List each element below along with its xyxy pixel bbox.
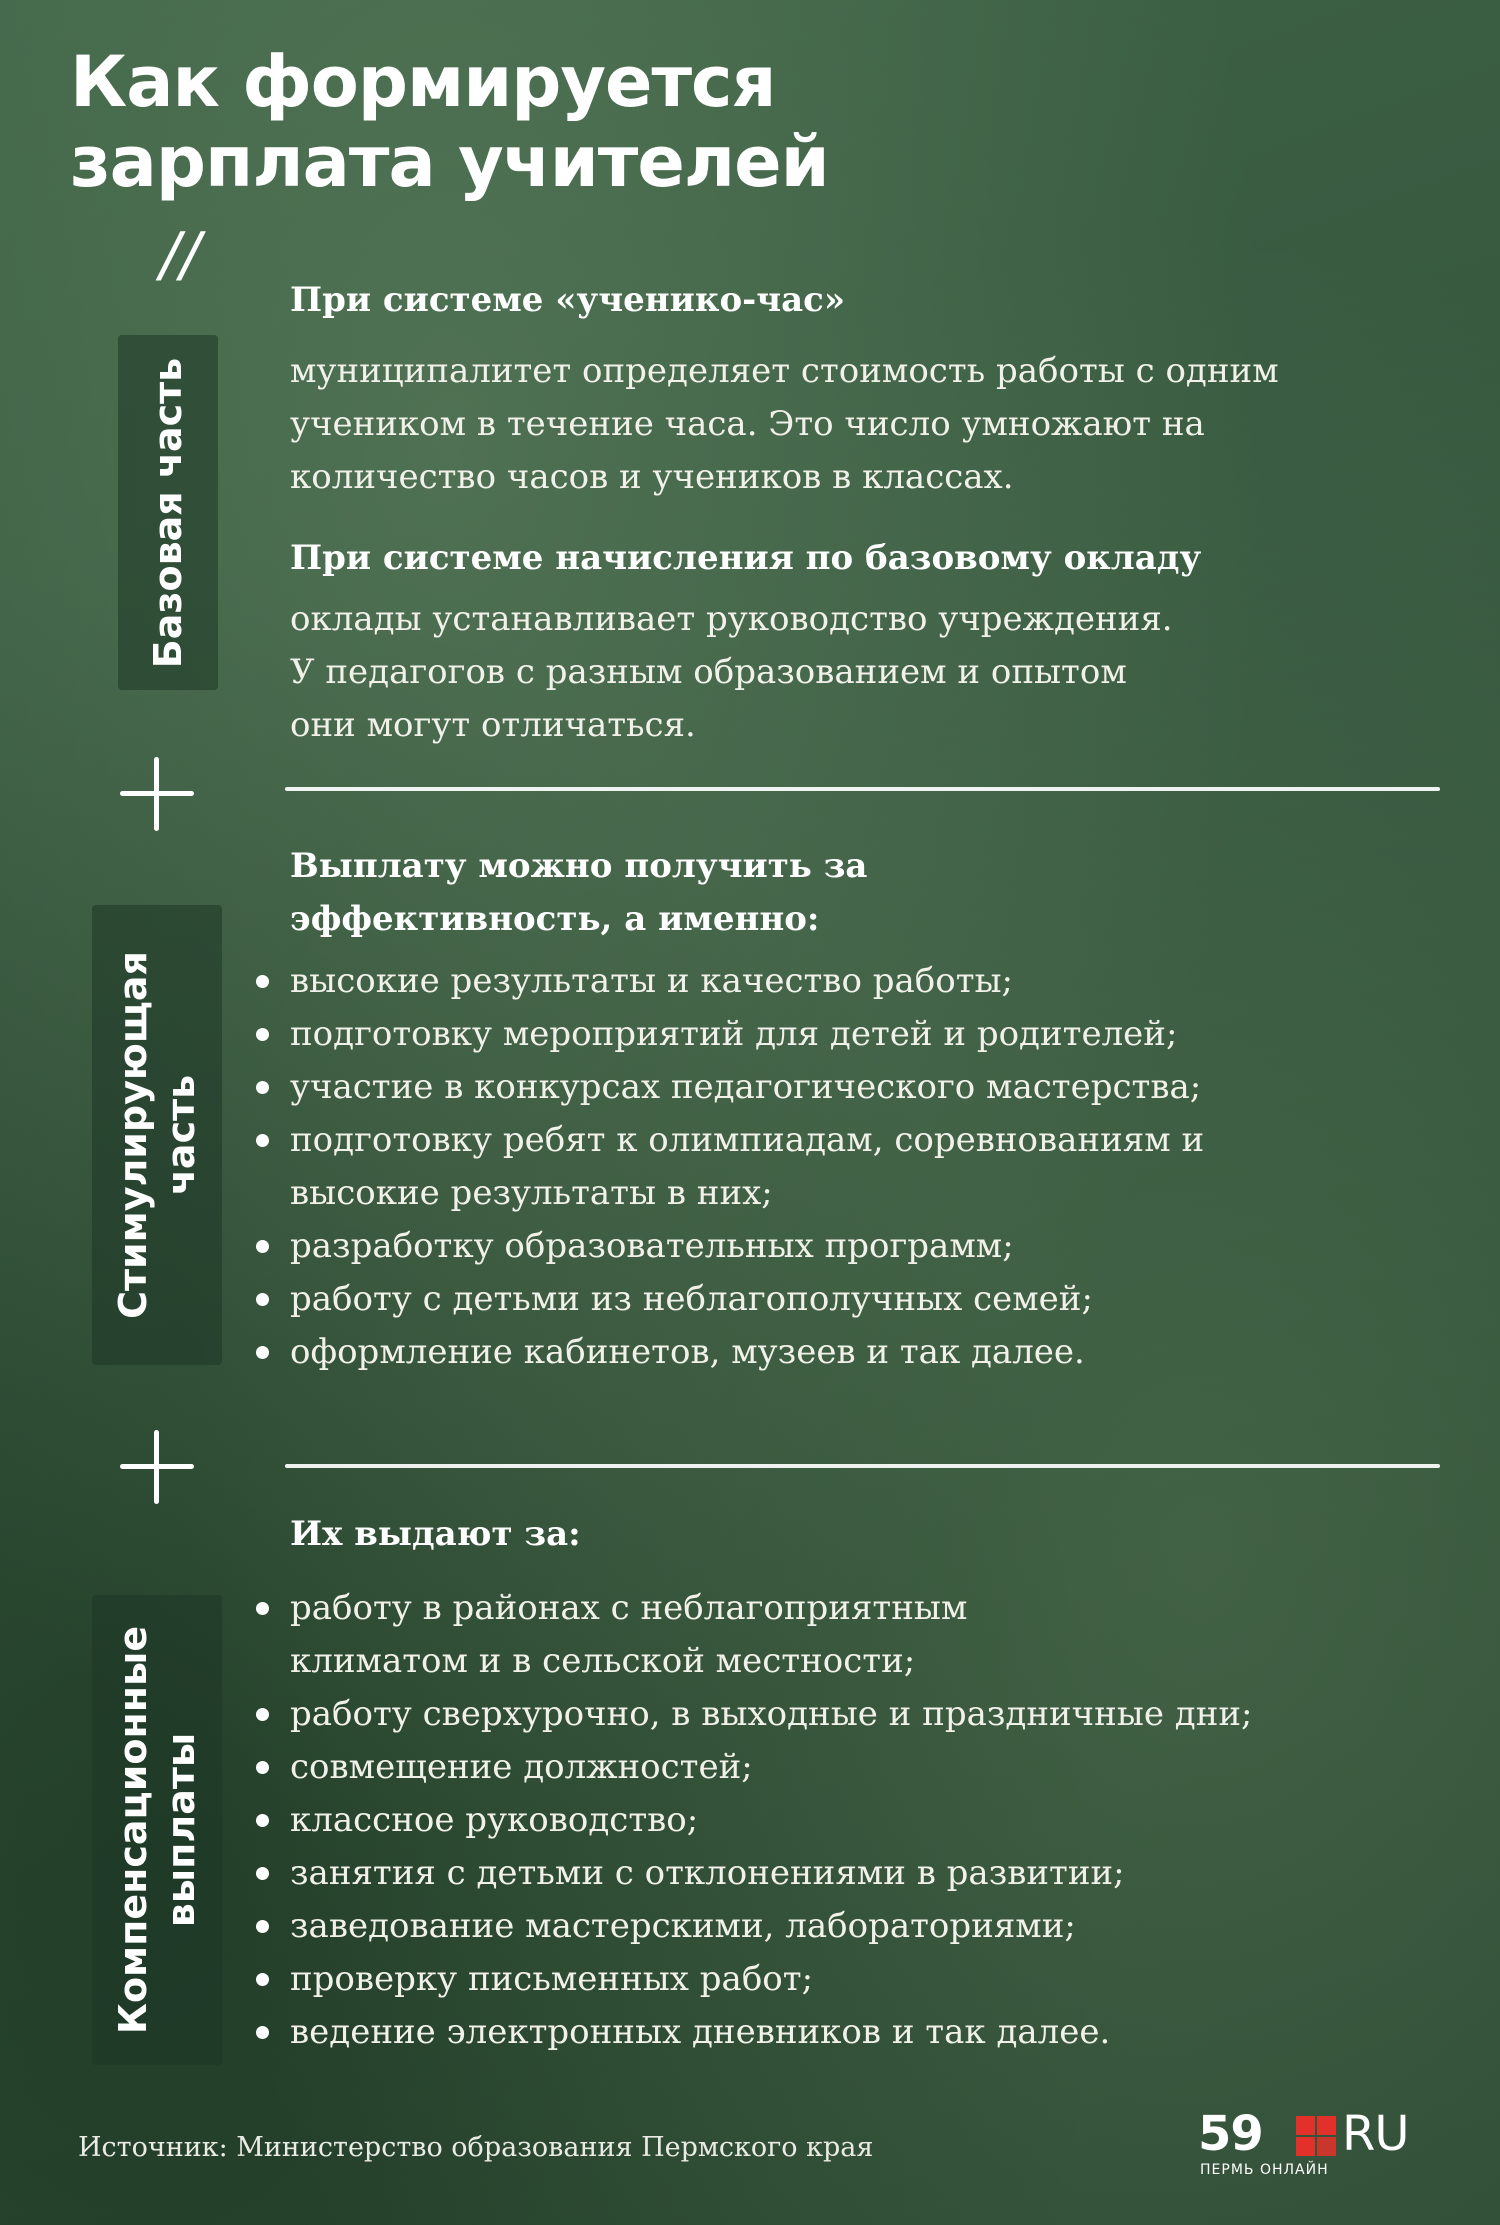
list-item bbox=[250, 1008, 1204, 1061]
stimulus-label-line-1: Стимулирующая bbox=[111, 951, 156, 1319]
text-line: высокие результаты в них; bbox=[290, 1173, 773, 1213]
logo[interactable] bbox=[1198, 2108, 1428, 2178]
stimulus-list bbox=[250, 955, 1204, 1379]
list-item bbox=[250, 1582, 1253, 1688]
logo-subtitle: ПЕРМЬ ОНЛАЙН bbox=[1200, 2162, 1329, 2178]
text-line: работу с детьми из неблагополучных семей; bbox=[290, 1279, 1093, 1319]
logo-square bbox=[1296, 2137, 1315, 2156]
text-line: учеником в течение часа. Это число умножают на bbox=[290, 404, 1205, 444]
list-item bbox=[250, 1794, 1253, 1847]
compensation-list bbox=[250, 1582, 1253, 2059]
bullet-icon bbox=[256, 1814, 269, 1827]
section-divider bbox=[285, 1464, 1440, 1468]
compensation-section-label bbox=[92, 1595, 222, 2065]
text-line: климатом и в сельской местности; bbox=[290, 1641, 916, 1681]
base-paragraph-2 bbox=[290, 593, 1173, 752]
compensation-heading: Их выдают за: bbox=[290, 1514, 581, 1554]
compensation-label-text bbox=[109, 1626, 205, 2034]
section-divider bbox=[285, 787, 1440, 791]
list-item bbox=[250, 1114, 1204, 1220]
text-line: оклады устанавливает руководство учреждения. bbox=[290, 599, 1173, 639]
bullet-icon bbox=[256, 1346, 269, 1359]
text-line: эффективность, а именно: bbox=[290, 899, 820, 939]
text-line: заведование мастерскими, лабораториями; bbox=[290, 1906, 1076, 1946]
page-title bbox=[70, 42, 829, 202]
source-text: Источник: Министерство образования Пермского края bbox=[78, 2132, 874, 2163]
base-paragraph-1 bbox=[290, 345, 1279, 504]
title-line-2: зарплата учителей bbox=[70, 121, 829, 203]
title-line-1: Как формируется bbox=[70, 41, 776, 123]
logo-squares-icon bbox=[1296, 2116, 1336, 2156]
text-line: разработку образовательных программ; bbox=[290, 1226, 1014, 1266]
text-line: Выплату можно получить за bbox=[290, 846, 868, 886]
bullet-icon bbox=[256, 975, 269, 988]
bullet-icon bbox=[256, 1028, 269, 1041]
bullet-icon bbox=[256, 1602, 269, 1615]
slash-decoration: // bbox=[160, 220, 201, 290]
list-item bbox=[250, 1900, 1253, 1953]
list-item bbox=[250, 2006, 1253, 2059]
text-line: У педагогов с разным образованием и опытом bbox=[290, 652, 1127, 692]
list-item bbox=[250, 1688, 1253, 1741]
text-line: участие в конкурсах педагогического мастерства; bbox=[290, 1067, 1202, 1107]
base-heading-2: При системе начисления по базовому окладу bbox=[290, 538, 1202, 578]
list-item bbox=[250, 1741, 1253, 1794]
text-line: занятия с детьми с отклонениями в развитии; bbox=[290, 1853, 1125, 1893]
base-heading-1: При системе «ученико-час» bbox=[290, 280, 846, 320]
logo-number: 59 bbox=[1198, 2106, 1263, 2162]
stimulus-section-label bbox=[92, 905, 222, 1365]
compensation-label-line-2: выплаты bbox=[159, 1732, 204, 1928]
stimulus-label-text bbox=[109, 951, 205, 1319]
stimulus-label-line-2: часть bbox=[159, 1074, 204, 1196]
list-item bbox=[250, 955, 1204, 1008]
list-item bbox=[250, 1273, 1204, 1326]
plus-icon bbox=[120, 1430, 194, 1504]
text-line: работу в районах с неблагоприятным bbox=[290, 1588, 968, 1628]
text-line: они могут отличаться. bbox=[290, 705, 696, 745]
text-line: количество часов и учеников в классах. bbox=[290, 457, 1014, 497]
bullet-icon bbox=[256, 1973, 269, 1986]
bullet-icon bbox=[256, 2026, 269, 2039]
list-item bbox=[250, 1326, 1204, 1379]
list-item bbox=[250, 1847, 1253, 1900]
plus-icon bbox=[120, 757, 194, 831]
list-item bbox=[250, 1061, 1204, 1114]
bullet-icon bbox=[256, 1867, 269, 1880]
logo-domain: RU bbox=[1342, 2106, 1409, 2162]
logo-square bbox=[1317, 2137, 1336, 2156]
bullet-icon bbox=[256, 1134, 269, 1147]
compensation-label-line-1: Компенсационные bbox=[111, 1625, 156, 2035]
text-line: оформление кабинетов, музеев и так далее. bbox=[290, 1332, 1085, 1372]
bullet-icon bbox=[256, 1708, 269, 1721]
stimulus-heading bbox=[290, 840, 867, 946]
bullet-icon bbox=[256, 1081, 269, 1094]
text-line: работу сверхурочно, в выходные и праздничные дни; bbox=[290, 1694, 1253, 1734]
bullet-icon bbox=[256, 1920, 269, 1933]
list-item bbox=[250, 1220, 1204, 1273]
base-label-text: Базовая часть bbox=[146, 357, 191, 668]
logo-square bbox=[1317, 2116, 1336, 2135]
text-line: классное руководство; bbox=[290, 1800, 699, 1840]
text-line: подготовку мероприятий для детей и родителей; bbox=[290, 1014, 1178, 1054]
list-item bbox=[250, 1953, 1253, 2006]
bullet-icon bbox=[256, 1240, 269, 1253]
text-line: муниципалитет определяет стоимость работы с одним bbox=[290, 351, 1279, 391]
text-line: совмещение должностей; bbox=[290, 1747, 753, 1787]
text-line: ведение электронных дневников и так далее. bbox=[290, 2012, 1111, 2052]
bullet-icon bbox=[256, 1293, 269, 1306]
text-line: проверку письменных работ; bbox=[290, 1959, 814, 1999]
text-line: высокие результаты и качество работы; bbox=[290, 961, 1014, 1001]
bullet-icon bbox=[256, 1761, 269, 1774]
text-line: подготовку ребят к олимпиадам, соревнованиям и bbox=[290, 1120, 1205, 1160]
logo-square bbox=[1296, 2116, 1315, 2135]
base-section-label bbox=[118, 335, 218, 690]
